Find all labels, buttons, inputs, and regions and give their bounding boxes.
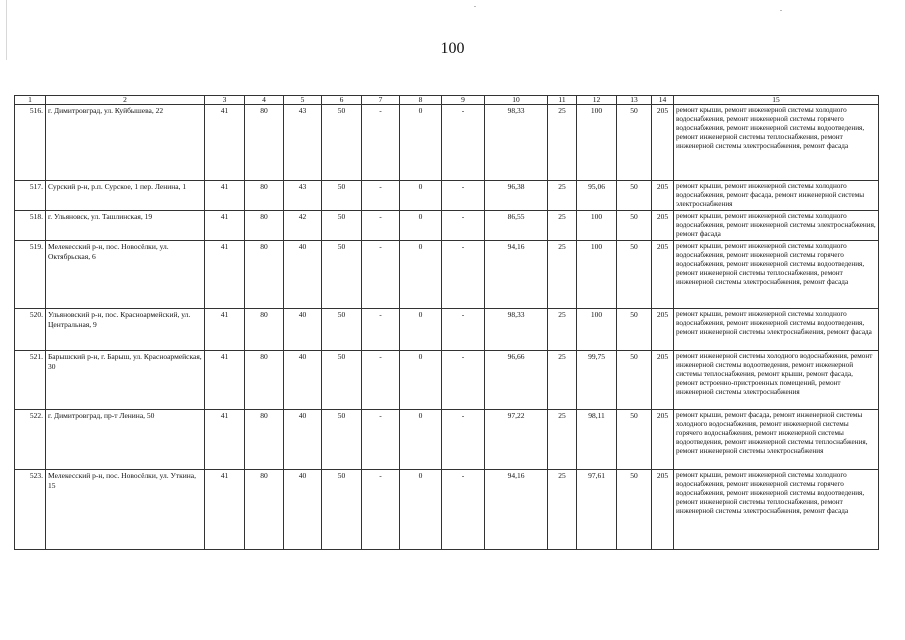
value-col-3: 41 (205, 241, 245, 309)
value-col-9: - (442, 241, 485, 309)
value-col-6: 50 (322, 105, 362, 181)
value-col-6: 50 (322, 241, 362, 309)
value-col-11: 25 (548, 181, 577, 211)
value-col-5: 40 (284, 241, 322, 309)
value-col-12: 100 (577, 309, 617, 351)
column-number-14: 14 (652, 96, 674, 105)
value-col-12: 97,61 (577, 470, 617, 550)
value-col-11: 25 (548, 309, 577, 351)
address-cell: г. Димитровград, пр-т Ленина, 50 (46, 410, 205, 470)
value-col-10: 96,66 (485, 351, 548, 410)
value-col-10: 94,16 (485, 470, 548, 550)
value-col-6: 50 (322, 470, 362, 550)
value-col-8: 0 (400, 351, 442, 410)
value-col-8: 0 (400, 241, 442, 309)
column-number-4: 4 (245, 96, 284, 105)
value-col-14: 205 (652, 470, 674, 550)
value-col-5: 43 (284, 181, 322, 211)
scan-speck (780, 10, 782, 11)
value-col-3: 41 (205, 351, 245, 410)
value-col-8: 0 (400, 470, 442, 550)
value-col-7: - (362, 105, 400, 181)
table-row (15, 241, 879, 309)
value-col-13: 50 (617, 410, 652, 470)
value-col-5: 40 (284, 470, 322, 550)
value-col-6: 50 (322, 211, 362, 241)
value-col-14: 205 (652, 211, 674, 241)
row-number: 519. (15, 241, 46, 309)
value-col-4: 80 (245, 105, 284, 181)
value-col-9: - (442, 351, 485, 410)
value-col-4: 80 (245, 470, 284, 550)
value-col-12: 95,06 (577, 181, 617, 211)
value-col-11: 25 (548, 410, 577, 470)
value-col-7: - (362, 410, 400, 470)
value-col-5: 40 (284, 351, 322, 410)
column-number-row (15, 96, 879, 105)
value-col-14: 205 (652, 181, 674, 211)
works-list-cell: ремонт крыши, ремонт инженерной системы холодного водоснабжения, ремонт инженерной системы горячего водоснабжения, ремонт инженерной системы водоотведения, ремонт инженерной системы теплоснабжения, ремонт инженерной системы электроснабжения, ремонт фасада (674, 241, 879, 309)
works-list-cell: ремонт крыши, ремонт инженерной системы холодного водоснабжения, ремонт инженерной системы горячего водоснабжения, ремонт инженерной системы водоотведения, ремонт инженерной системы теплоснабжения, ремонт инженерной системы электроснабжения, ремонт фасада (674, 470, 879, 550)
column-number-15: 15 (674, 96, 879, 105)
table-row (15, 211, 879, 241)
address-cell: г. Димитровград, ул. Куйбышева, 22 (46, 105, 205, 181)
value-col-13: 50 (617, 470, 652, 550)
value-col-9: - (442, 105, 485, 181)
value-col-8: 0 (400, 181, 442, 211)
value-col-6: 50 (322, 181, 362, 211)
column-number-3: 3 (205, 96, 245, 105)
row-number: 521. (15, 351, 46, 410)
address-cell: г. Ульяновск, ул. Ташлинская, 19 (46, 211, 205, 241)
table-row (15, 181, 879, 211)
value-col-3: 41 (205, 105, 245, 181)
works-list-cell: ремонт крыши, ремонт инженерной системы холодного водоснабжения, ремонт инженерной системы водоотведения, ремонт инженерной системы электроснабжения, ремонт фасада (674, 309, 879, 351)
address-cell: Сурский р-н, р.п. Сурское, 1 пер. Ленина, 1 (46, 181, 205, 211)
table-row (15, 351, 879, 410)
value-col-12: 100 (577, 211, 617, 241)
column-number-7: 7 (362, 96, 400, 105)
row-number: 517. (15, 181, 46, 211)
value-col-8: 0 (400, 211, 442, 241)
column-number-12: 12 (577, 96, 617, 105)
column-number-2: 2 (46, 96, 205, 105)
value-col-11: 25 (548, 241, 577, 309)
value-col-3: 41 (205, 309, 245, 351)
value-col-6: 50 (322, 410, 362, 470)
works-list-cell: ремонт инженерной системы холодного водоснабжения, ремонт инженерной системы водоотведения, ремонт инженерной системы теплоснабжения, ремонт крыши, ремонт фасада, ремонт встроенно-пристроенных помещений, ремонт инженерной системы электроснабжения (674, 351, 879, 410)
value-col-7: - (362, 470, 400, 550)
scan-speck (474, 6, 476, 7)
column-number-5: 5 (284, 96, 322, 105)
value-col-7: - (362, 181, 400, 211)
value-col-4: 80 (245, 351, 284, 410)
value-col-4: 80 (245, 241, 284, 309)
page-number: 100 (440, 40, 465, 57)
value-col-3: 41 (205, 410, 245, 470)
column-number-1: 1 (15, 96, 46, 105)
value-col-10: 86,55 (485, 211, 548, 241)
value-col-10: 94,16 (485, 241, 548, 309)
value-col-4: 80 (245, 211, 284, 241)
value-col-12: 98,11 (577, 410, 617, 470)
value-col-7: - (362, 211, 400, 241)
value-col-13: 50 (617, 309, 652, 351)
value-col-14: 205 (652, 105, 674, 181)
value-col-8: 0 (400, 309, 442, 351)
value-col-14: 205 (652, 241, 674, 309)
address-cell: Барышский р-н, г. Барыш, ул. Красноармейская, 30 (46, 351, 205, 410)
value-col-14: 205 (652, 351, 674, 410)
row-number: 523. (15, 470, 46, 550)
value-col-3: 41 (205, 181, 245, 211)
row-number: 518. (15, 211, 46, 241)
value-col-5: 40 (284, 309, 322, 351)
column-number-13: 13 (617, 96, 652, 105)
value-col-10: 98,33 (485, 105, 548, 181)
address-cell: Ульяновский р-н, пос. Красноармейский, ул. Центральная, 9 (46, 309, 205, 351)
works-list-cell: ремонт крыши, ремонт инженерной системы холодного водоснабжения, ремонт инженерной системы горячего водоснабжения, ремонт инженерной системы водоотведения, ремонт инженерной системы теплоснабжения, ремонт инженерной системы электроснабжения, ремонт фасада (674, 105, 879, 181)
column-number-11: 11 (548, 96, 577, 105)
value-col-11: 25 (548, 470, 577, 550)
registry-table (14, 95, 879, 550)
value-col-7: - (362, 309, 400, 351)
value-col-10: 96,38 (485, 181, 548, 211)
value-col-12: 100 (577, 105, 617, 181)
value-col-10: 97,22 (485, 410, 548, 470)
value-col-7: - (362, 241, 400, 309)
table-row (15, 470, 879, 550)
value-col-13: 50 (617, 241, 652, 309)
value-col-13: 50 (617, 351, 652, 410)
column-number-8: 8 (400, 96, 442, 105)
row-number: 516. (15, 105, 46, 181)
value-col-4: 80 (245, 181, 284, 211)
address-cell: Мелекесский р-н, пос. Новосёлки, ул. Уткина, 15 (46, 470, 205, 550)
value-col-8: 0 (400, 105, 442, 181)
value-col-14: 205 (652, 309, 674, 351)
column-number-10: 10 (485, 96, 548, 105)
value-col-9: - (442, 309, 485, 351)
value-col-5: 40 (284, 410, 322, 470)
value-col-9: - (442, 211, 485, 241)
value-col-4: 80 (245, 309, 284, 351)
value-col-5: 42 (284, 211, 322, 241)
value-col-11: 25 (548, 211, 577, 241)
table-row (15, 410, 879, 470)
row-number: 520. (15, 309, 46, 351)
value-col-10: 98,33 (485, 309, 548, 351)
address-cell: Мелекесский р-н, пос. Новосёлки, ул. Октябрьская, 6 (46, 241, 205, 309)
column-number-9: 9 (442, 96, 485, 105)
value-col-5: 43 (284, 105, 322, 181)
table-row (15, 309, 879, 351)
works-list-cell: ремонт крыши, ремонт фасада, ремонт инженерной системы холодного водоснабжения, ремонт инженерной системы горячего водоснабжения, ремонт инженерной системы водоотведения, ремонт инженерной системы теплоснабжения, ремонт инженерной системы электроснабжения (674, 410, 879, 470)
value-col-3: 41 (205, 470, 245, 550)
value-col-3: 41 (205, 211, 245, 241)
value-col-13: 50 (617, 181, 652, 211)
value-col-11: 25 (548, 105, 577, 181)
value-col-9: - (442, 470, 485, 550)
value-col-8: 0 (400, 410, 442, 470)
value-col-11: 25 (548, 351, 577, 410)
value-col-9: - (442, 410, 485, 470)
value-col-6: 50 (322, 309, 362, 351)
table-row (15, 105, 879, 181)
value-col-7: - (362, 351, 400, 410)
works-list-cell: ремонт крыши, ремонт инженерной системы холодного водоснабжения, ремонт инженерной системы электроснабжения, ремонт фасада (674, 211, 879, 241)
value-col-9: - (442, 181, 485, 211)
value-col-12: 100 (577, 241, 617, 309)
value-col-4: 80 (245, 410, 284, 470)
value-col-13: 50 (617, 105, 652, 181)
column-number-6: 6 (322, 96, 362, 105)
row-number: 522. (15, 410, 46, 470)
value-col-14: 205 (652, 410, 674, 470)
value-col-12: 99,75 (577, 351, 617, 410)
value-col-13: 50 (617, 211, 652, 241)
works-list-cell: ремонт крыши, ремонт инженерной системы холодного водоснабжения, ремонт фасада, ремонт инженерной системы электроснабжения (674, 181, 879, 211)
value-col-6: 50 (322, 351, 362, 410)
